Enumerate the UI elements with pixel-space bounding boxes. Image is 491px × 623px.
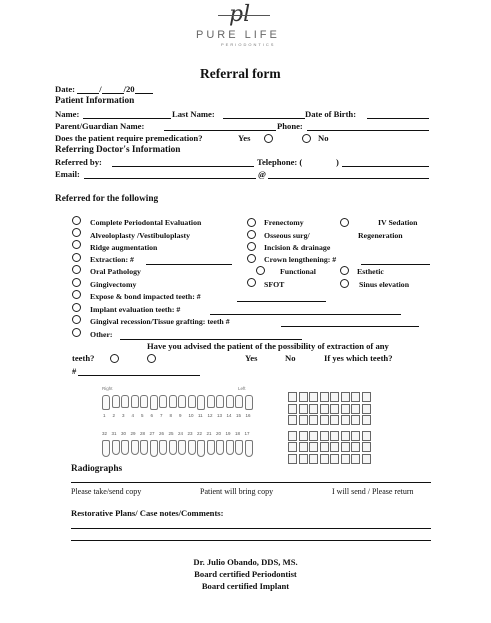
upper-tooth-number: 14 [226,413,232,418]
option-incision-drainage: Incision & drainage [264,243,331,252]
comments-line-2[interactable] [71,540,431,541]
premed-yes-radio[interactable] [264,134,273,143]
upper-tooth[interactable] [188,395,196,408]
grid-tooth[interactable] [362,415,371,425]
option-radio[interactable] [72,315,81,324]
radiographs-field[interactable] [71,482,431,483]
option-radio[interactable] [256,266,265,275]
tooth-chart-right-label: Right [102,386,113,391]
lower-tooth[interactable] [150,440,158,457]
grid-tooth[interactable] [341,404,350,414]
grid-tooth[interactable] [341,454,350,464]
grid-tooth[interactable] [288,431,297,441]
grid-tooth[interactable] [288,454,297,464]
date-row [55,84,153,94]
advised-teeth-label: teeth? [72,353,95,363]
advised-which-label: If yes which teeth? [324,353,393,363]
option-oral-pathology: Oral Pathology [90,267,141,276]
lower-tooth-number: 21 [206,431,212,436]
option-radio[interactable] [247,278,256,287]
referred-by-label: Referred by: [55,157,102,167]
date-day-field[interactable] [102,85,124,94]
grid-tooth[interactable] [288,392,297,402]
upper-tooth[interactable] [226,395,234,408]
option-other: Other: [90,330,113,339]
restorative-heading: Restorative Plans/ Case notes/Comments: [71,508,224,518]
radiographs-heading: Radiographs [71,464,123,474]
grid-tooth[interactable] [341,392,350,402]
grid-tooth[interactable] [299,442,308,452]
option-gingival-recession: Gingival recession/Tissue grafting: teeth # [90,317,230,326]
upper-tooth[interactable] [159,395,167,408]
date-year-prefix: 20 [125,84,135,94]
grid-tooth[interactable] [288,404,297,414]
grid-tooth[interactable] [299,454,308,464]
grid-tooth[interactable] [309,454,318,464]
grid-tooth[interactable] [330,454,339,464]
lower-tooth[interactable] [159,440,167,455]
option-radio[interactable] [72,228,81,237]
upper-tooth-number: 1 [103,413,106,418]
lower-tooth[interactable] [112,440,120,455]
lower-tooth-number: 18 [235,431,241,436]
lower-tooth-number: 17 [244,431,250,436]
grid-tooth[interactable] [309,404,318,414]
telephone-label: Telephone: ( [257,157,303,167]
upper-tooth-number: 5 [141,413,144,418]
upper-tooth[interactable] [150,395,158,410]
patient-dob-label: Date of Birth: [305,109,357,119]
date-separator: / [99,84,102,94]
lower-tooth[interactable] [226,440,234,455]
tooth-grid-chart[interactable] [288,392,372,464]
tooth-chart[interactable] [100,386,260,464]
logo-subtitle: PERIODONTICS [221,42,276,47]
premed-no-radio[interactable] [302,134,311,143]
upper-tooth-number: 9 [179,413,182,418]
option-radio[interactable] [72,253,81,262]
grid-tooth[interactable] [362,404,371,414]
lower-tooth[interactable] [121,440,129,455]
premed-question: Does the patient require premedication? [55,133,203,143]
lower-tooth-number: 19 [225,431,231,436]
upper-tooth-number: 2 [112,413,116,418]
option-implant-evaluation: Implant evaluation teeth: # [90,305,181,314]
option-alveoloplasty: Alveoloplasty /Vestibuloplasty [90,231,191,240]
upper-tooth-number: 8 [169,413,173,418]
upper-tooth-number: 12 [207,413,213,418]
other-field[interactable] [120,339,302,340]
grid-tooth[interactable] [351,415,360,425]
telephone-field[interactable] [342,166,429,167]
grid-tooth[interactable] [341,442,350,452]
option-radio[interactable] [247,254,256,263]
option-radio[interactable] [72,265,81,274]
option-ridge-augmentation: Ridge augmentation [90,243,158,252]
date-label: Date: [55,84,76,94]
option-radio[interactable] [72,278,81,287]
option-regeneration: Regeneration [358,231,403,240]
lower-tooth[interactable] [197,440,205,457]
advised-yes-label: Yes [245,353,258,363]
option-radio[interactable] [72,303,81,312]
option-radio[interactable] [72,216,81,225]
upper-tooth-number: 4 [131,413,135,418]
comments-line-1[interactable] [71,528,431,529]
radiographs-option-return[interactable]: I will send / Please return [332,487,414,496]
date-year-field[interactable] [135,85,153,94]
footer-credential-1: Board certified Periodontist [194,569,297,579]
footer-credential-2: Board certified Implant [201,581,290,591]
upper-tooth-number: 15 [236,413,242,418]
referred-for-heading: Referred for the following [55,194,159,204]
upper-tooth[interactable] [197,395,205,410]
lower-tooth[interactable] [169,440,177,455]
implant-teeth-field[interactable] [210,314,401,315]
patient-dob-field[interactable] [367,118,429,119]
option-sinus-elevation: Sinus elevation [359,280,410,289]
grid-tooth[interactable] [341,415,350,425]
option-extraction: Extraction: # [90,255,134,264]
grid-tooth[interactable] [351,431,360,441]
grid-tooth[interactable] [330,415,339,425]
option-radio[interactable] [247,230,256,239]
option-radio[interactable] [247,242,256,251]
lower-tooth-number: 32 [102,431,108,436]
lower-tooth[interactable] [188,440,196,455]
upper-tooth-number: 3 [122,413,125,418]
lower-tooth-number: 30 [121,431,127,436]
grid-tooth[interactable] [320,404,329,414]
upper-tooth-number: 6 [150,413,154,418]
date-separator: / [123,84,126,94]
doctor-info-heading: Referring Doctor's Information [55,145,181,155]
tooth-chart-left-label: Left [238,386,246,391]
patient-name-label: Name: [55,109,80,119]
grid-tooth[interactable] [320,454,329,464]
lower-tooth-number: 27 [149,431,155,436]
lower-tooth-number: 20 [216,431,222,436]
premed-yes-label: Yes [238,133,251,143]
option-functional: Functional [280,267,316,276]
upper-tooth[interactable] [169,395,177,408]
patient-last-name-label: Last Name: [172,109,215,119]
grid-tooth[interactable] [362,431,371,441]
upper-tooth[interactable] [131,395,139,408]
upper-tooth[interactable] [245,395,253,410]
grid-tooth[interactable] [320,431,329,441]
grid-tooth[interactable] [299,431,308,441]
option-crown-lengthening: Crown lengthening: # [264,255,337,264]
option-osseous-surgery: Osseous surg/ [264,231,310,240]
grid-tooth[interactable] [309,392,318,402]
guardian-label: Parent/Guardian Name: [55,121,145,131]
upper-tooth-number: 7 [160,413,163,418]
option-radio[interactable] [247,218,256,227]
phone-label: Phone: [277,121,303,131]
option-radio[interactable] [340,218,349,227]
option-gingivectomy: Gingivectomy [90,280,137,289]
option-frenectomy: Frenectomy [264,218,304,227]
upper-tooth[interactable] [178,395,186,408]
lower-tooth[interactable] [207,440,215,455]
logo-name: PURE LIFE [196,29,280,41]
upper-tooth[interactable] [235,395,243,408]
logo-mark: pl [229,2,251,27]
grid-tooth[interactable] [309,442,318,452]
grid-tooth[interactable] [351,404,360,414]
lower-tooth-number: 31 [111,431,117,436]
grid-tooth[interactable] [330,442,339,452]
option-radio[interactable] [72,290,81,299]
upper-tooth-number: 11 [198,413,203,418]
lower-tooth[interactable] [216,440,224,455]
lower-tooth-number: 25 [168,431,174,436]
premed-no-label: No [318,133,329,143]
grid-tooth[interactable] [351,454,360,464]
email-at: @ [258,169,266,179]
lower-tooth[interactable] [140,440,148,455]
grid-tooth[interactable] [330,404,339,414]
option-esthetic: Esthetic [357,267,384,276]
lower-tooth-number: 22 [197,431,203,436]
lower-tooth[interactable] [131,440,139,455]
grid-tooth[interactable] [309,415,318,425]
lower-tooth[interactable] [235,440,243,455]
option-iv-sedation: IV Sedation [378,218,418,227]
upper-tooth[interactable] [216,395,224,408]
grid-tooth[interactable] [330,392,339,402]
phone-field[interactable] [307,130,429,131]
grid-tooth[interactable] [351,392,360,402]
email-domain-field[interactable] [268,178,429,179]
upper-tooth[interactable] [207,395,215,408]
grid-tooth[interactable] [299,404,308,414]
lower-tooth[interactable] [102,440,110,457]
grid-tooth[interactable] [288,442,297,452]
grafting-teeth-field[interactable] [281,326,419,327]
grid-tooth[interactable] [320,392,329,402]
telephone-paren: ) [336,157,339,167]
patient-last-name-field[interactable] [223,118,305,119]
lower-tooth-number: 24 [178,431,184,436]
option-radio[interactable] [340,279,349,288]
grid-tooth[interactable] [299,415,308,425]
option-radio[interactable] [72,240,81,249]
footer-doctor: Dr. Julio Obando, DDS, MS. [193,557,298,567]
grid-tooth[interactable] [351,442,360,452]
advised-radio[interactable] [147,354,156,363]
grid-tooth[interactable] [341,431,350,441]
upper-tooth[interactable] [112,395,120,408]
option-radio[interactable] [340,266,349,275]
grid-tooth[interactable] [309,431,318,441]
grid-tooth[interactable] [320,442,329,452]
radiographs-option-send[interactable]: Please take/send copy [71,487,142,496]
page-title: Referral form [200,66,281,81]
grid-tooth[interactable] [299,392,308,402]
patient-info-heading: Patient Information [55,96,135,106]
advised-question: Have you advised the patient of the possibility of extraction of any [147,341,389,351]
expose-teeth-field[interactable] [237,301,326,302]
upper-tooth[interactable] [121,395,129,408]
option-periodontal-evaluation: Complete Periodontal Evaluation [90,218,202,227]
advised-no-label: No [285,353,296,363]
upper-tooth[interactable] [140,395,148,408]
upper-tooth-number: 13 [217,413,223,418]
grid-tooth[interactable] [288,415,297,425]
advised-hash: # [72,366,77,376]
upper-tooth[interactable] [102,395,110,410]
guardian-field[interactable] [164,130,276,131]
lower-tooth-number: 28 [140,431,146,436]
advised-teeth-field[interactable] [78,375,200,376]
extraction-teeth-field[interactable] [146,264,232,265]
date-month-field[interactable] [77,84,102,94]
lower-tooth-number: 26 [159,431,165,436]
crown-teeth-field[interactable] [361,264,430,265]
referred-by-field[interactable] [112,166,254,167]
grid-tooth[interactable] [320,415,329,425]
lower-tooth-number: 29 [130,431,136,436]
lower-tooth[interactable] [245,440,253,457]
lower-tooth-number: 23 [187,431,193,436]
advised-radio[interactable] [110,354,119,363]
logo-divider [218,15,270,16]
upper-tooth-number: 10 [188,413,194,418]
option-radio[interactable] [72,328,81,337]
grid-tooth[interactable] [362,392,371,402]
email-user-field[interactable] [84,178,256,179]
option-expose-bond: Expose & bond impacted teeth: # [90,292,201,301]
grid-tooth[interactable] [330,431,339,441]
radiographs-option-bring[interactable]: Patient will bring copy [200,487,274,496]
option-sfot: SFOT [264,280,285,289]
patient-name-field[interactable] [83,118,171,119]
grid-tooth[interactable] [362,454,371,464]
lower-tooth[interactable] [178,440,186,455]
email-label: Email: [55,169,80,179]
upper-tooth-number: 16 [245,413,251,418]
grid-tooth[interactable] [362,442,371,452]
